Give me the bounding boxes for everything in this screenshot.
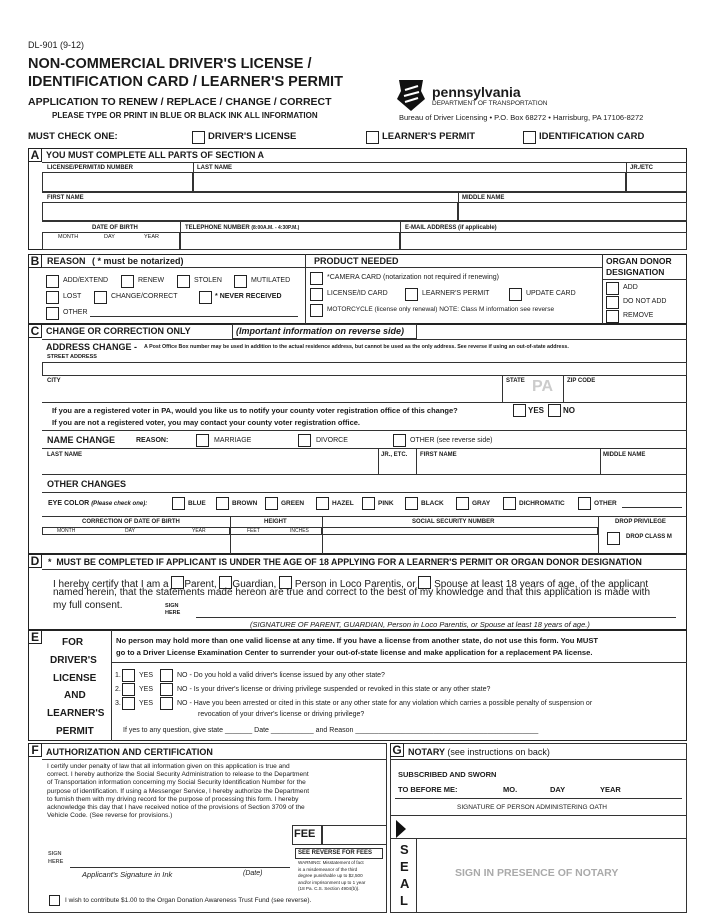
q1-yes-label: YES [139, 672, 154, 679]
applicant-sign-here-icon: SIGN HERE [48, 851, 64, 865]
reason-stolen-checkbox[interactable] [177, 275, 190, 288]
form-subtitle: APPLICATION TO RENEW / REPLACE / CHANGE / CORRECT [28, 96, 332, 108]
organ-contribution-checkbox[interactable] [49, 895, 60, 906]
oath-signature-label: SIGNATURE OF PERSON ADMINISTERING OATH [457, 804, 607, 811]
q1-text: NO - Do you hold a valid driver's license issued by any other state? [177, 672, 385, 679]
applicant-signature-caption: Applicant's Signature in Ink [82, 870, 173, 879]
license-id-card-checkbox[interactable] [310, 288, 323, 301]
reason-add-checkbox[interactable] [46, 275, 59, 288]
parent-signature-line[interactable] [196, 617, 676, 618]
organ-remove-checkbox[interactable] [606, 310, 619, 323]
product-learners-permit-checkbox[interactable] [405, 288, 418, 301]
certification-text-line: acknowledge this day that I have received notice of the provisions of Section 3709 of the [47, 804, 305, 811]
section-c-title: CHANGE OR CORRECTION ONLY [46, 326, 191, 336]
eye-brown-checkbox[interactable] [216, 497, 229, 510]
id-card-label: IDENTIFICATION CARD [539, 131, 645, 142]
dob-label: DATE OF BIRTH [92, 225, 138, 231]
section-e-letter: E [28, 630, 42, 644]
eye-gray-label: GRAY [472, 500, 491, 507]
voter-yes-label: YES [528, 406, 545, 415]
applicant-signature-line[interactable] [70, 867, 290, 868]
q2-text: NO - Is your driver's license or driving privilege suspended or revoked in this state or any other state? [177, 686, 491, 693]
jr-field[interactable] [626, 172, 687, 192]
seal-letter-l: L [400, 893, 408, 908]
subscribed-sworn-label: SUBSCRIBED AND SWORN [398, 770, 497, 779]
drop-privilege-label: DROP PRIVILEGE [615, 519, 666, 525]
eye-black-label: BLACK [421, 500, 444, 507]
q3-no-checkbox[interactable] [160, 697, 173, 710]
middle-name-field[interactable] [458, 202, 687, 221]
motorcycle-label: MOTORCYCLE (license only renewal) NOTE: Class M information see reverse [327, 306, 555, 313]
certify-line2: named herein, that the statements made hereon are true and correct to the best of my knowledge and that this application is made with [53, 587, 651, 598]
parent-sign-here-icon: SIGN HERE [165, 603, 181, 616]
reason-mutilated-checkbox[interactable] [234, 275, 247, 288]
form-title-line1: NON-COMMERCIAL DRIVER'S LICENSE / [28, 56, 312, 72]
misstatement-warning-line: degree punishable up to $2,500 [298, 873, 363, 878]
q1-number: 1. [115, 672, 121, 679]
id-card-checkbox[interactable] [523, 131, 536, 144]
section-e-permit: PERMIT [56, 726, 94, 737]
important-info-note: (Important information on reverse side) [236, 326, 405, 336]
section-e-learners: LEARNER'S [47, 708, 105, 719]
must-check-label: MUST CHECK ONE: [28, 131, 118, 142]
divorce-checkbox[interactable] [298, 434, 311, 447]
reason-renew-label: RENEW [138, 277, 165, 284]
reason-change-label: CHANGE/CORRECT [111, 293, 178, 300]
before-me-label: TO BEFORE ME: [398, 785, 458, 794]
voter-question: If you are a registered voter in PA, would you like us to notify your county voter registration office of this change? [52, 406, 458, 415]
certification-text-line: correct. I hereby authorize the Social Security Administration to release to the Department [47, 771, 309, 779]
fee-label: FEE [294, 828, 316, 840]
drivers-license-checkbox[interactable] [192, 131, 205, 144]
q2-no-checkbox[interactable] [160, 683, 173, 696]
first-name-label: FIRST NAME [47, 195, 84, 201]
dob-correction-label: CORRECTION OF DATE OF BIRTH [82, 519, 180, 525]
section-c-letter: C [28, 324, 42, 338]
eye-pink-label: PINK [378, 500, 394, 507]
organ-do-not-add-label: DO NOT ADD [623, 298, 667, 305]
last-name-field[interactable] [193, 172, 626, 192]
misstatement-warning-line: (18 Pa. C.S. Section 4904(b)). [298, 886, 360, 891]
first-name-field[interactable] [42, 202, 458, 221]
misstatement-warning-line: is a misdemeanor of the third [298, 866, 358, 872]
name-other-checkbox[interactable] [393, 434, 406, 447]
voter-no-label: NO [563, 406, 575, 415]
eye-other-checkbox[interactable] [578, 497, 591, 510]
drivers-license-label: DRIVER'S LICENSE [208, 131, 297, 142]
organ-remove-label: REMOVE [623, 312, 654, 319]
q2-yes-checkbox[interactable] [122, 683, 135, 696]
middle-name-label: MIDDLE NAME [462, 195, 505, 201]
q3-yes-checkbox[interactable] [122, 697, 135, 710]
section-e-and: AND [64, 690, 86, 701]
state-label: STATE [506, 378, 525, 384]
name-other-label: OTHER (see reverse side) [410, 437, 493, 444]
update-card-checkbox[interactable] [509, 288, 522, 301]
q3-number: 3. [115, 700, 121, 707]
misstatement-warning-line: WARNING: Misstatement of fact [298, 860, 364, 865]
eye-other-label: OTHER [594, 500, 617, 507]
email-field[interactable] [400, 232, 687, 250]
zip-label: ZIP CODE [567, 378, 596, 384]
ink-instruction: PLEASE TYPE OR PRINT IN BLUE OR BLACK INK ALL INFORMATION [52, 111, 318, 120]
arrow-icon [396, 820, 406, 843]
section-g-letter: G [390, 743, 404, 757]
eye-blue-label: BLUE [188, 500, 206, 507]
seal-letter-a: A [400, 876, 410, 891]
camera-card-label: *CAMERA CARD (notarization not required if renewing) [327, 274, 499, 281]
motorcycle-checkbox[interactable] [310, 304, 323, 317]
ssn-field[interactable] [322, 527, 598, 535]
marriage-checkbox[interactable] [196, 434, 209, 447]
last-name-label: LAST NAME [197, 165, 232, 171]
reason-renew-checkbox[interactable] [121, 275, 134, 288]
agency-department: DEPARTMENT OF TRANSPORTATION [432, 100, 548, 107]
voter-note: If you are not a registered voter, you may contact your county voter registration office. [52, 418, 360, 427]
dob-month-label: MONTH [58, 234, 79, 240]
license-number-label: LICENSE/PERMIT/ID NUMBER [47, 165, 134, 171]
section-g-title: NOTARY (see instructions on back) [408, 747, 550, 757]
reason-never-label: * NEVER RECEIVED [215, 293, 282, 300]
dob-year-label: YEAR [144, 234, 159, 240]
seal-letter-e: E [400, 859, 409, 874]
corr-year-label: YEAR [192, 528, 206, 534]
new-middle-name-label: MIDDLE NAME [603, 452, 646, 458]
corr-month-label: MONTH [57, 528, 76, 534]
section-f-title: AUTHORIZATION AND CERTIFICATION [46, 747, 213, 757]
organ-add-checkbox[interactable] [606, 282, 619, 295]
jr-label: JR./ETC [630, 165, 654, 171]
eye-pink-checkbox[interactable] [362, 497, 375, 510]
section-b-letter: B [28, 254, 42, 268]
q3-text-1: NO - Have you been arrested or cited in this state or any other state for any violation which carries a possible penalty of suspension or [177, 700, 593, 707]
reason-other-label: OTHER [63, 309, 88, 316]
drop-class-m-label: DROP CLASS M [626, 534, 672, 540]
reason-lost-label: LOST [63, 293, 82, 300]
camera-card-checkbox[interactable] [310, 272, 323, 285]
phone-label: TELEPHONE NUMBER (8:00A.M. - 4:30P.M.) [185, 225, 300, 231]
eye-other-line[interactable] [622, 507, 682, 508]
name-change-reason-label: REASON: [136, 437, 169, 444]
eye-dichromatic-checkbox[interactable] [503, 497, 516, 510]
eye-blue-checkbox[interactable] [172, 497, 185, 510]
license-number-field[interactable] [42, 172, 193, 192]
eye-green-label: GREEN [281, 500, 305, 507]
section-g [390, 743, 687, 913]
corr-day-label: DAY [125, 528, 135, 534]
learners-permit-label: LEARNER'S PERMIT [382, 131, 476, 142]
notary-day-label: DAY [550, 785, 566, 794]
section-f-letter: F [28, 743, 42, 757]
voter-yes-checkbox[interactable] [513, 404, 526, 417]
organ-contribution-label: I wish to contribute $1.00 to the Organ Donation Awareness Trust Fund (see reverse). [65, 897, 312, 904]
dob-day-label: DAY [104, 234, 115, 240]
section-e-for: FOR [62, 637, 84, 648]
eye-gray-checkbox[interactable] [456, 497, 469, 510]
section-a-letter: A [28, 148, 42, 162]
section-e-license: LICENSE [53, 673, 97, 684]
state-date-reason-line[interactable]: If yes to any question, give state _______ Date ___________ and Reason _______________________________________________ [123, 727, 539, 734]
form-id: DL-901 (9-12) [28, 40, 85, 50]
organ-designation-title: DESIGNATION [606, 267, 665, 277]
eye-black-checkbox[interactable] [405, 497, 418, 510]
section-d-title: * MUST BE COMPLETED IF APPLICANT IS UNDER THE AGE OF 18 APPLYING FOR A LEARNER'S PERMIT OR ORGAN DONOR DESIGNATION [48, 557, 642, 567]
address-change-note: A Post Office Box number may be used in addition to the actual residence address, but cannot be used as the only address. See reverse if using an out-of-state address. [144, 344, 569, 350]
sign-in-presence-label: SIGN IN PRESENCE OF NOTARY [455, 867, 619, 879]
eye-green-checkbox[interactable] [265, 497, 278, 510]
q3-text-2: revocation of your driver's license or driving privilege? [198, 711, 365, 718]
ssn-label: SOCIAL SECURITY NUMBER [412, 519, 495, 525]
agency-name: pennsylvania [432, 84, 521, 100]
inches-label: INCHES [290, 528, 309, 534]
drop-class-m-checkbox[interactable] [607, 532, 620, 545]
product-learners-permit-label: LEARNER'S PERMIT [422, 290, 490, 297]
notary-year-label: YEAR [600, 785, 621, 794]
form-title-line2: IDENTIFICATION CARD / LEARNER'S PERMIT [28, 74, 343, 90]
organ-add-label: ADD [623, 284, 638, 291]
certify-line3: my full consent. [53, 600, 123, 611]
section-d-letter: D [28, 554, 42, 568]
name-change-title: NAME CHANGE [47, 435, 116, 445]
certify-line1: I hereby certify that I am a Parent, Guardian, Person in Loco Parentis, or Spouse at least 18 years of age, of the applicant [53, 574, 648, 590]
license-id-card-label: LICENSE/ID CARD [327, 290, 388, 297]
street-address-field[interactable] [42, 362, 687, 376]
email-label: E-MAIL ADDRESS (if applicable) [405, 225, 497, 231]
certification-text-line: purpose of identification. If using a Messenger Service, I hereby authorize the Department [47, 787, 310, 795]
certification-text-line: of Transportation information concerning my Social Security Identification Number for the [47, 779, 306, 787]
one-license-warning-2: go to a Driver License Examination Center to surrender your out-of-state license and make application for a replacement PA license. [116, 648, 593, 657]
section-a-title: YOU MUST COMPLETE ALL PARTS OF SECTION A [46, 150, 265, 160]
organ-do-not-add-checkbox[interactable] [606, 296, 619, 309]
certification-text-line: I certify under penalty of law that all information given on this application is true and [47, 763, 290, 770]
address-change-title: ADDRESS CHANGE - [46, 342, 138, 352]
city-label: CITY [47, 378, 61, 384]
street-address-label: STREET ADDRESS [47, 354, 97, 360]
q3-yes-label: YES [139, 700, 154, 707]
seal-letter-s: S [400, 842, 409, 857]
notary-month-label: MO. [503, 785, 518, 794]
eye-brown-label: BROWN [232, 500, 258, 507]
voter-no-checkbox[interactable] [548, 404, 561, 417]
update-card-label: UPDATE CARD [526, 290, 576, 297]
organ-donor-title: ORGAN DONOR [606, 256, 672, 266]
divorce-label: DIVORCE [316, 437, 348, 444]
feet-label: FEET [247, 528, 260, 534]
phone-field[interactable] [180, 232, 400, 250]
new-jr-label: JR., ETC. [381, 452, 408, 458]
q2-yes-label: YES [139, 686, 154, 693]
reason-mutilated-label: MUTILATED [251, 277, 291, 284]
agency-address: Bureau of Driver Licensing • P.O. Box 68272 • Harrisburg, PA 17106-8272 [399, 113, 644, 122]
reason-stolen-label: STOLEN [194, 277, 222, 284]
reason-never-checkbox[interactable] [199, 291, 212, 304]
state-value: PA [532, 378, 554, 395]
applicant-date-caption: (Date) [243, 870, 263, 877]
misstatement-warning-line: and/or imprisonment up to 1 year [298, 879, 366, 885]
height-label: HEIGHT [264, 519, 287, 525]
q1-yes-checkbox[interactable] [122, 669, 135, 682]
certification-text-line: to furnish them with my driving record for the purpose of processing this form. I hereby [47, 795, 299, 803]
certification-text-line: Vehicle Code. (See reverse for provisions.) [47, 812, 173, 820]
new-first-name-label: FIRST NAME [420, 452, 457, 458]
see-fees-label: SEE REVERSE FOR FEES [298, 850, 373, 856]
eye-dichromatic-label: DICHROMATIC [519, 500, 565, 507]
other-changes-title: OTHER CHANGES [47, 479, 127, 489]
parent-signature-caption: (SIGNATURE OF PARENT, GUARDIAN, Person in Loco Parentis, or Spouse at least 18 years of age.) [250, 620, 590, 629]
q1-no-checkbox[interactable] [160, 669, 173, 682]
eye-hazel-checkbox[interactable] [316, 497, 329, 510]
fee-amount-field[interactable] [322, 825, 387, 845]
eye-hazel-label: HAZEL [332, 500, 354, 507]
reason-title: REASON ( * must be notarized) [47, 256, 184, 266]
eye-color-label: EYE COLOR (Please check one): [48, 500, 148, 507]
learners-permit-checkbox[interactable] [366, 131, 379, 144]
one-license-warning-1: No person may hold more than one valid license at any time. If you have a license from another state, do not use this form. You MUST [116, 636, 599, 645]
q2-number: 2. [115, 686, 121, 693]
reason-other-checkbox[interactable] [46, 307, 59, 320]
marriage-label: MARRIAGE [214, 437, 252, 444]
product-needed-title: PRODUCT NEEDED [314, 256, 399, 266]
notary-date-line[interactable] [395, 798, 682, 799]
section-e-drivers: DRIVER'S [50, 655, 97, 666]
reason-add-label: ADD/EXTEND [63, 277, 109, 284]
new-last-name-label: LAST NAME [47, 452, 82, 458]
keystone-logo-icon [396, 78, 426, 117]
reason-lost-checkbox[interactable] [46, 291, 59, 304]
reason-change-checkbox[interactable] [94, 291, 107, 304]
